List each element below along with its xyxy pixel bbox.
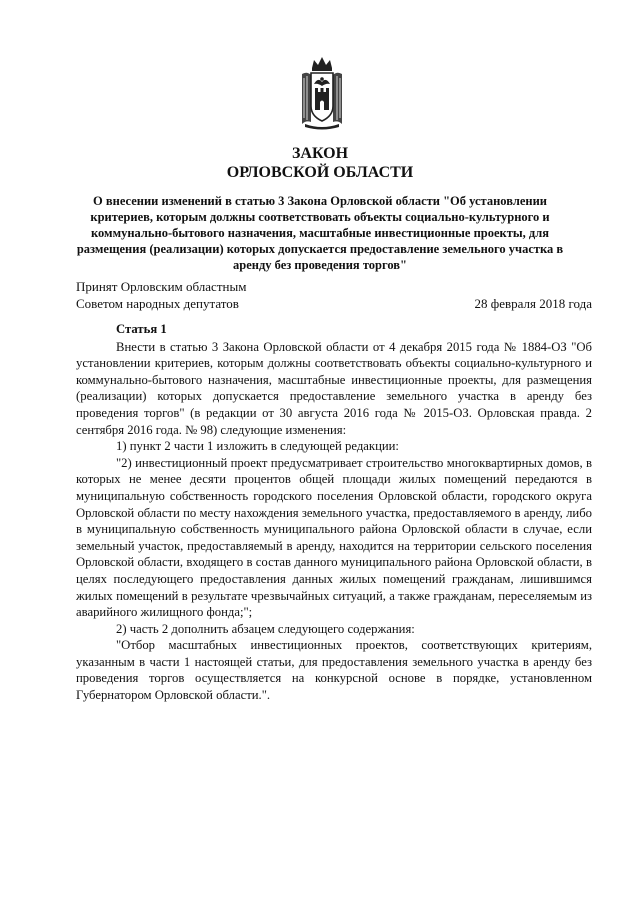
coat-of-arms-icon	[299, 54, 345, 130]
article-body	[76, 321, 592, 704]
law-title: ЗАКОН	[291, 145, 349, 162]
article-paragraph: "Отбор масштабных инвестиционных проектов, соответствующих критериям, указанным в части 1 настоящей статьи, для предоставления земельного участка в аренду без проведения торгов осуществляется на конкурсной основе в порядке, установленном Губернатором Орловской области.".	[76, 638, 592, 703]
article-paragraph: 2) часть 2 дополнить абзацем следующего содержания:	[116, 621, 415, 636]
law-subtitle: О внесении изменений в статью 3 Закона Орловской области "Об установлении критериев, которым должны соответствовать объекты социально-культурного и коммунально-бытового назначения, масштабные инвестиционные проекты, для размещения (реализации) которых допускается предоставление земельного участка в аренду без проведения торгов"	[76, 194, 564, 272]
article-paragraph: Внести в статью 3 Закона Орловской области от 4 декабря 2015 года № 1884-ОЗ "Об установлении критериев, которым должны соответствовать объекты социально-культурного и коммунально-бытового назначения, масштабные инвестиционные проекты, для размещения (реализации) которых допускается предоставление земельного участка в аренду без проведения торгов" (в редакции от 30 августа 2016 года № 2015-ОЗ. Орловская правда. 2 сентября 2016 года. № 98) следующие изменения:	[76, 339, 592, 437]
article-paragraph: 1) пункт 2 части 1 изложить в следующей редакции:	[116, 439, 399, 454]
region-title: ОРЛОВСКОЙ ОБЛАСТИ	[226, 164, 414, 181]
adoption-line-1: Принят Орловским областным	[76, 279, 247, 294]
adoption-date: 28 февраля 2018 года	[474, 296, 592, 311]
adoption-block	[76, 278, 246, 312]
adoption-line-2: Советом народных депутатов	[76, 296, 239, 311]
article-paragraph: "2) инвестиционный проект предусматривает строительство многоквартирных домов, в которых не менее десяти процентов общей площади жилых помещений передаются в муниципальную собственность городского поселения Орловской области, городского округа Орловской области по месту нахождения земельного участка, предоставляемого в аренду, либо в муниципальную собственность муниципального района Орловской области в случае, если земельный участок, предоставляемый в аренду, находится на территории сельского поселения Орловской области, входящего в состав данного муниципального района Орловской области, в целях последующего предоставления данных жилых помещений гражданам, лишившимся жилых помещений в результате чрезвычайных ситуаций, а также гражданам, переселяемым из аварийного жилищного фонда;";	[76, 455, 592, 620]
article-heading: Статья 1	[116, 322, 167, 336]
